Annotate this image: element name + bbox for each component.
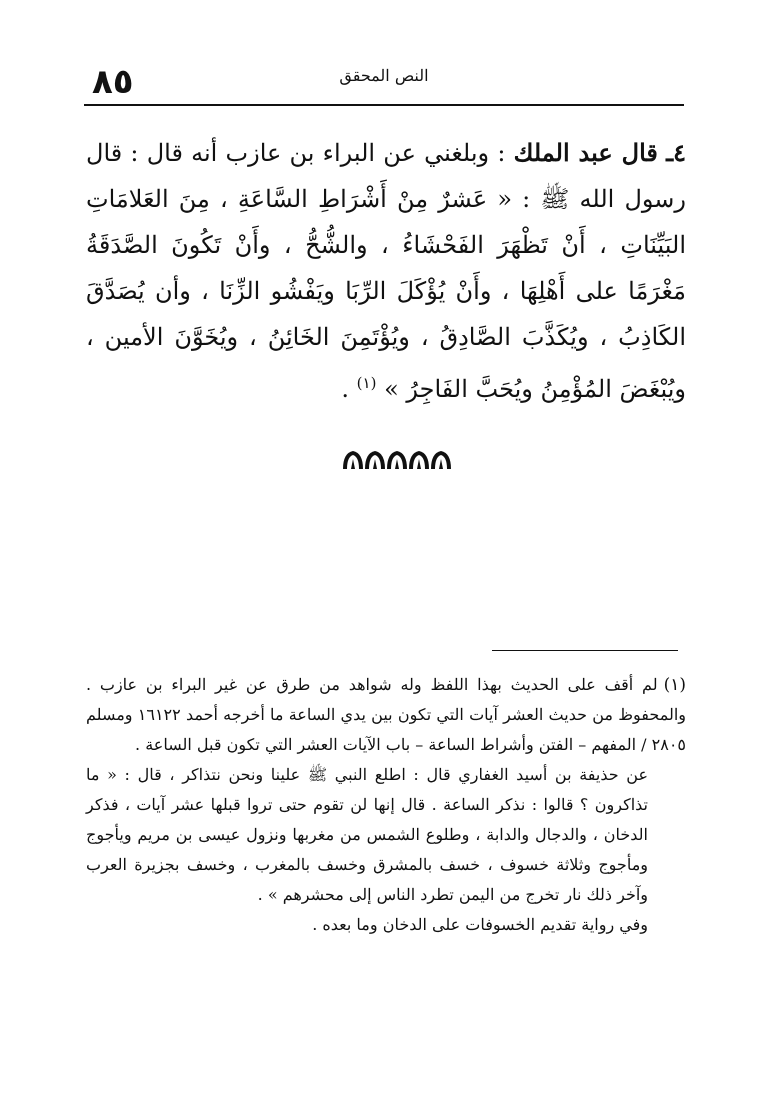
- speaker-name: قال عبد الملك: [513, 138, 658, 167]
- ornament-motif-icon: [386, 448, 408, 470]
- footnote-separator: [492, 650, 678, 651]
- footnotes: [86, 670, 686, 940]
- item-number: ٤ـ: [666, 138, 686, 167]
- footnote-paragraph: [86, 670, 686, 760]
- main-paragraph: [86, 130, 686, 412]
- header-rule: [84, 104, 684, 106]
- footnote-paragraph: عن حذيفة بن أسيد الغفاري قال : اطلع النبي ﷺ علينا ونحن نتذاكر ، قال : « ما تذاكرون ؟ قالوا : نذكر الساعة . قال إنها لن تقوم حتى تروا قبلها عشر آيات ، فذكر الدخان ، والدجال والدابة ، وطلوع الشمس من مغربها ونزول عيسى بن مريم ويأجوج ومأجوج وثلاثة خسوف ، خسف بالمشرق وخسف بالمغرب ، وخسف بجزيرة العرب وآخر ذلك نار تخرج من اليمن تطرد الناس إلى محشرهم » .: [86, 765, 648, 904]
- footnote-text: لم أقف على الحديث بهذا اللفظ وله شواهد من طرق عن غير البراء بن عازب . والمحفوظ من حديث العشر آيات التي تكون بين يدي الساعة ما أخرجه أحمد ١٦١٢٢ ومسلم ٢٨٠٥ / المفهم – الفتن وأشراط الساعة – باب الآيات العشر التي تكون قبل الساعة .: [86, 675, 686, 754]
- hadith-text: : وبلغني عن البراء بن عازب أنه قال : قال رسول الله ﷺ : « عَشرٌ مِنْ أَشْرَاطِ السَّاعَةِ ، مِنَ العَلامَاتِ البَيِّنَاتِ ، أَنْ تَظْهَرَ الفَحْشَاءُ ، والشُّحُّ ، وأَنْ تَكُونَ الصَّدَقَةُ مَغْرَمًا على أَهْلِهَا ، وأَنْ يُؤْكَلَ الرِّبَا ويَفْشُو الزِّنَا ، وأن يُصَدَّقَ الكَاذِبُ ، ويُكَذَّبَ الصَّادِقُ ، ويُؤْتَمِنَ الخَائِنُ ، ويُخَوَّنَ الأمين ، ويُبْغَضَ المُؤْمِنُ ويُحَبَّ الفَاجِرُ »: [86, 139, 686, 403]
- paragraph-end: .: [341, 375, 350, 403]
- ornament-motif-icon: [342, 448, 364, 470]
- footnote-paragraph: وفي رواية تقديم الخسوفات على الدخان وما بعده .: [312, 915, 648, 934]
- page-header: [84, 56, 684, 106]
- ornament-motif-icon: [408, 448, 430, 470]
- footnote-marker: (١): [663, 675, 686, 695]
- section-ornament: [342, 448, 452, 470]
- ornament-motif-icon: [364, 448, 386, 470]
- page-number: ٨٥: [92, 62, 134, 102]
- ornament-motif-icon: [430, 448, 452, 470]
- footnote-reference: (١): [356, 374, 377, 392]
- running-title: النص المحقق: [339, 66, 429, 85]
